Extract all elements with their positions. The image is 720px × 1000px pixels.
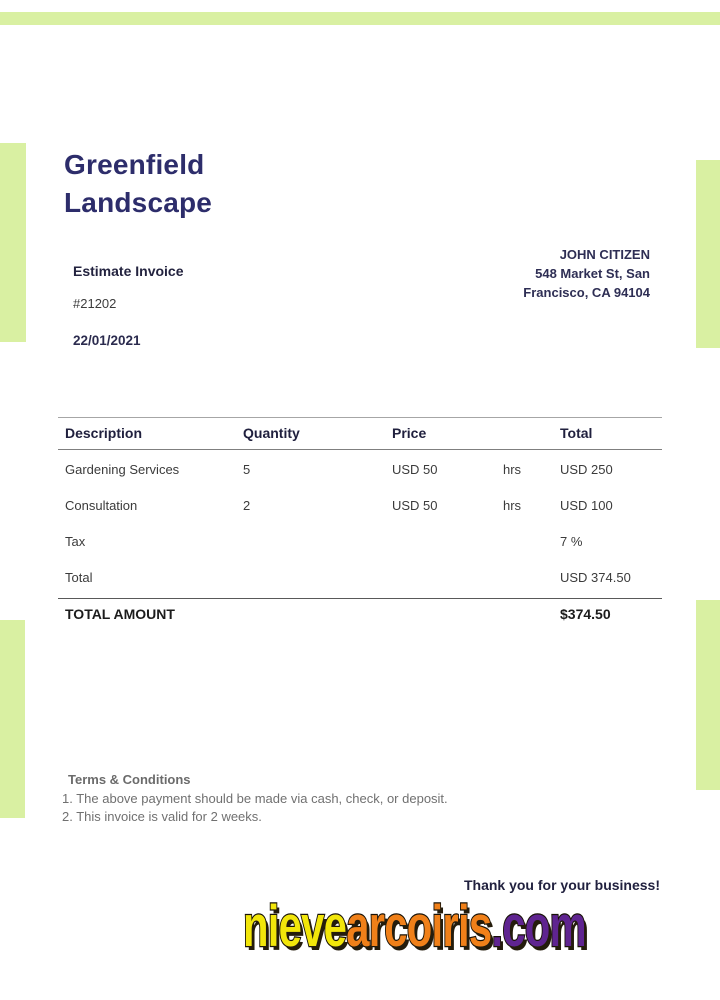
header-quantity: Quantity bbox=[243, 425, 300, 441]
accent-bar-left-lower bbox=[0, 620, 25, 818]
grand-total-row bbox=[58, 599, 662, 622]
thank-you-message: Thank you for your business! bbox=[463, 877, 660, 893]
invoice-meta bbox=[73, 263, 184, 348]
cell-quantity: 2 bbox=[243, 498, 251, 513]
company-name-line2: Landscape bbox=[64, 187, 213, 218]
watermark-part3: .com bbox=[491, 894, 586, 959]
cell-total: USD 374.50 bbox=[560, 570, 631, 585]
cell-description: Consultation bbox=[65, 498, 138, 513]
table-header-row bbox=[58, 418, 662, 450]
watermark-part1: nieve bbox=[243, 894, 347, 959]
empty-cell bbox=[243, 606, 392, 622]
invoice-number: #21202 bbox=[73, 296, 117, 311]
header-price: Price bbox=[392, 425, 427, 441]
empty-cell bbox=[503, 606, 560, 622]
terms-section bbox=[62, 772, 448, 824]
table-row bbox=[58, 522, 662, 558]
company-name bbox=[64, 146, 212, 222]
grand-total-value: $374.50 bbox=[560, 606, 611, 622]
accent-bar-right-upper bbox=[696, 160, 720, 348]
empty-cell bbox=[392, 606, 503, 622]
document-type-label: Estimate Invoice bbox=[73, 263, 184, 279]
grand-total-label: TOTAL AMOUNT bbox=[65, 606, 175, 622]
cell-price: USD 50 bbox=[392, 498, 438, 513]
invoice-table bbox=[58, 417, 662, 622]
cell-description: Gardening Services bbox=[65, 462, 180, 477]
invoice-date: 22/01/2021 bbox=[73, 333, 141, 348]
cell-unit: hrs bbox=[503, 498, 522, 513]
cell-quantity: 5 bbox=[243, 462, 251, 477]
cell-total: USD 100 bbox=[560, 498, 613, 513]
company-name-line1: Greenfield bbox=[64, 149, 205, 180]
header-description: Description bbox=[65, 425, 143, 441]
accent-bar-right-lower bbox=[696, 600, 720, 790]
customer-address-block bbox=[523, 245, 650, 302]
cell-unit: hrs bbox=[503, 462, 522, 477]
table-row bbox=[58, 450, 662, 486]
table-row bbox=[58, 558, 662, 594]
cell-description: Total bbox=[65, 570, 93, 585]
cell-total: USD 250 bbox=[560, 462, 613, 477]
watermark-part2: arcoiris bbox=[346, 894, 492, 959]
cell-total: 7 % bbox=[560, 534, 583, 549]
header-total: Total bbox=[560, 425, 593, 441]
cell-price: USD 50 bbox=[392, 462, 438, 477]
terms-item: 1. The above payment should be made via cash, check, or deposit. bbox=[62, 790, 448, 806]
customer-name: JOHN CITIZEN bbox=[559, 247, 650, 262]
accent-bar-left-upper bbox=[0, 143, 26, 342]
accent-bar-top bbox=[0, 12, 720, 25]
watermark-logo bbox=[243, 893, 586, 960]
terms-item: 2. This invoice is valid for 2 weeks. bbox=[62, 809, 262, 824]
terms-heading: Terms & Conditions bbox=[68, 772, 191, 787]
cell-description: Tax bbox=[65, 534, 86, 549]
customer-address-line2: Francisco, CA 94104 bbox=[523, 285, 650, 300]
table-row bbox=[58, 486, 662, 522]
customer-address-line1: 548 Market St, San bbox=[535, 266, 650, 281]
